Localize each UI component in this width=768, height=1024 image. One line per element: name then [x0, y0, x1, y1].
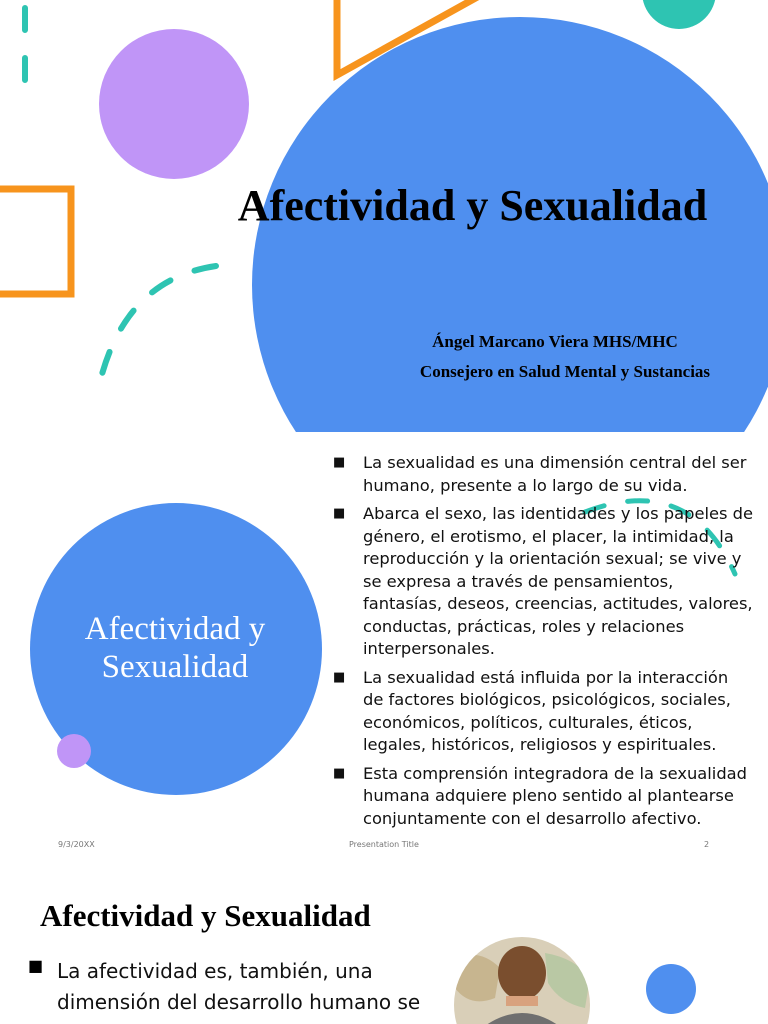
footer-presentation-title: Presentation Title — [349, 840, 419, 849]
small-purple-circle — [57, 734, 91, 768]
square-bullet-icon: ■ — [333, 765, 346, 781]
slide-title: Afectividad y Sexualidad — [40, 898, 371, 933]
author-role: Consejero en Salud Mental y Sustancias — [419, 362, 711, 381]
child-photo — [450, 933, 600, 1024]
square-bullet-icon: ■ — [333, 669, 346, 685]
blue-dot — [646, 964, 696, 1014]
bullet-text: Esta comprensión integradora de la sexualidad humana adquiere pleno sentido al plantearse conjuntamente con el desarrollo afectivo. — [363, 763, 747, 828]
footer-page-number: 2 — [704, 840, 710, 849]
bullet-text: La afectividad es, también, una dimensión del desarrollo humano se — [57, 959, 421, 1014]
purple-circle — [99, 29, 249, 179]
list-item — [333, 763, 753, 831]
teal-dashed-arc — [97, 266, 216, 395]
list-item — [333, 452, 753, 497]
bullet-text: La sexualidad está influida por la interacción de factores biológicos, psicológicos, sociales, económicos, políticos, culturales, éticos, legales, históricos, religiosos y espirituales. — [363, 667, 731, 754]
bullet-text: Abarca el sexo, las identidades y los papeles de género, el erotismo, el placer, la intimidad, la reproducción y la orientación sexual; se vive y se expresa a través de pensamientos, fantasías, deseos, creencias, actitudes, valores, conductas, prácticas, roles y relaciones interpersonales. — [363, 504, 754, 658]
slide-title: Afectividad y Sexualidad — [237, 181, 708, 230]
content-slide — [0, 432, 768, 856]
bullet-text: La sexualidad es una dimensión central del ser humano, presente a lo largo de su vida. — [363, 453, 747, 495]
partial-slide — [0, 868, 768, 1024]
circle-title: Afectividad y Sexualidad — [84, 611, 266, 685]
list-item — [333, 667, 753, 757]
square-bullet-icon: ■ — [28, 956, 44, 975]
teal-circle — [642, 0, 716, 29]
square-bullet-icon: ■ — [333, 455, 346, 470]
square-bullet-icon: ■ — [333, 506, 346, 521]
title-slide — [0, 0, 768, 432]
author-name: Ángel Marcano Viera MHS/MHC — [432, 332, 678, 351]
orange-square — [0, 189, 71, 294]
list-item — [333, 503, 753, 661]
footer-date: 9/3/20XX — [58, 840, 95, 849]
bullet-list — [333, 452, 753, 836]
